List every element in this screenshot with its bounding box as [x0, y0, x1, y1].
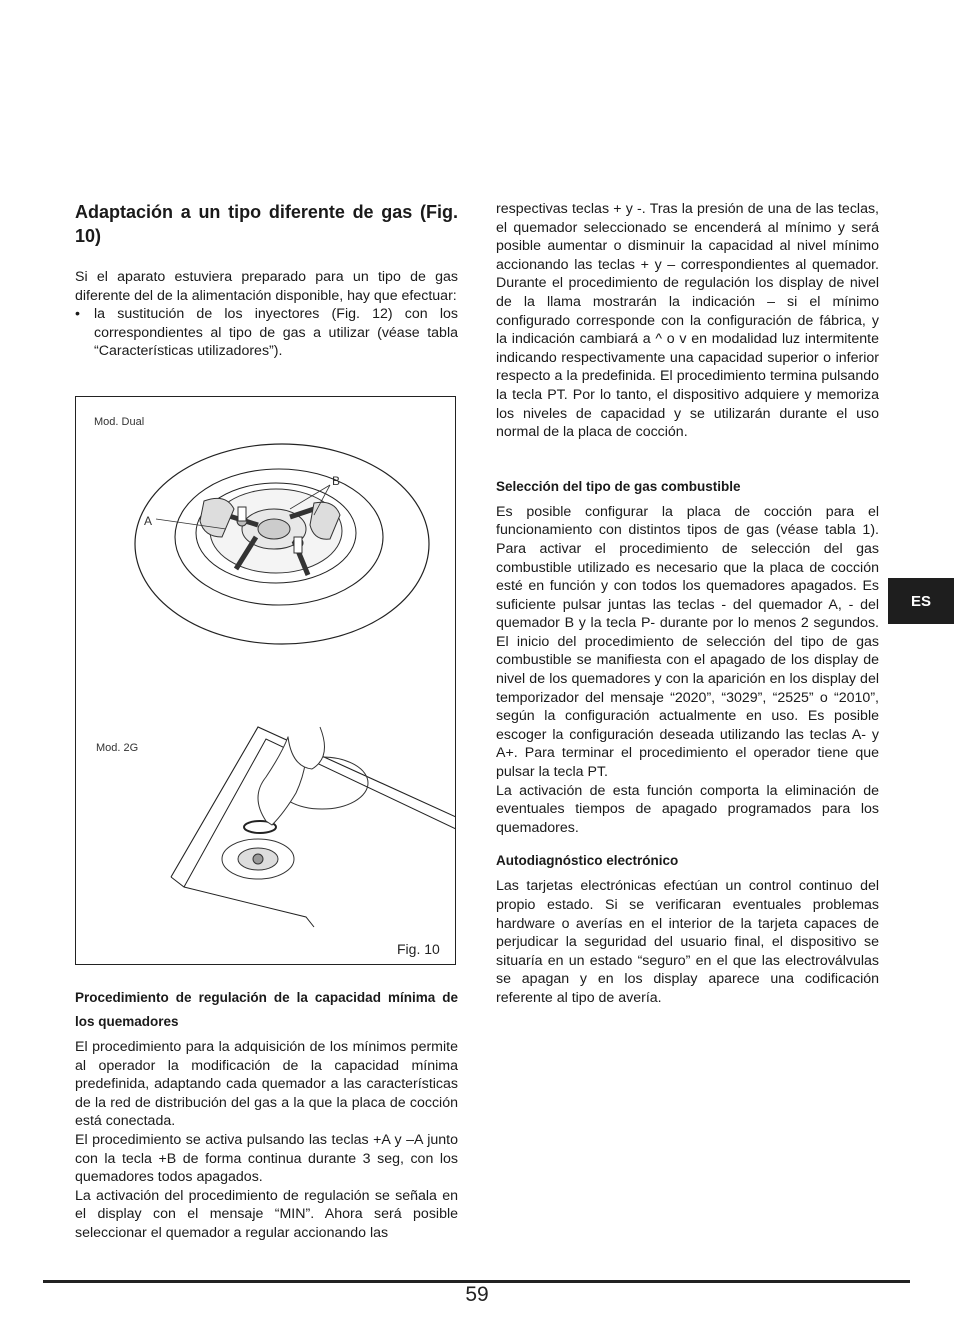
paragraph: La activación del procedimiento de regulación se señala en el display con el mensaje “MIN”. Ahora será posible seleccionar el quemador a regular accionando las	[75, 1187, 458, 1241]
paragraph: El procedimiento para la adquisición de los mínimos permite al operador la modificación de la capacidad mínima predefinida, adaptando cada quemador a las características de la red de distribución del gas a la que la placa de cocción está conectada.	[75, 1039, 458, 1130]
language-tab: ES	[888, 578, 954, 624]
section-title-gas-selection: Selección del tipo de gas combustible	[496, 478, 741, 494]
section-heading: Adaptación a un tipo diferente de gas (Fig. 10)	[75, 202, 458, 246]
figure-10	[75, 396, 456, 965]
burner-illustration	[76, 397, 455, 964]
figure-label-mod-2g: Mod. 2G	[96, 742, 139, 754]
figure-callout-b: B	[332, 474, 341, 488]
section-title-self-diagnosis: Autodiagnóstico electrónico	[496, 853, 679, 869]
section-title-min-capacity: Procedimiento de regulación de la capacidad mínima de los quemadores	[75, 990, 458, 1029]
left-column-lower	[75, 986, 458, 1243]
right-column	[496, 200, 879, 1008]
intro-paragraph: Si el aparato estuviera preparado para un tipo de gas diferente del de la alimentación disponible, hay que efectuar:	[75, 269, 458, 304]
paragraph: La activación de esta función comporta la eliminación de eventuales tiempos de apagado programados para los quemadores.	[496, 782, 879, 836]
figure-caption: Fig. 10	[397, 941, 440, 957]
paragraph: respectivas teclas + y -. Tras la presión de una de las teclas, el quemador seleccionado se encenderá al mínimo y será posible aumentar o disminuir la capacidad al nivel mínimo accionando las teclas + y – correspondientes al quemador. Durante el procedimiento de regulación los display de nivel de la llama mostrarán la indicación – si el mínimo configurado corresponde con la configuración de fábrica, y la indicación cambiará a ^ o v en modalidad luz intermitente indicando respectivamente una capacidad superior o inferior respecto a la predefinida. El procedimiento termina pulsando la tecla PT. Por lo tanto, el dispositivo adquiere y memoriza los niveles de capacidad y se utilizarán durante el uso normal de la placa de cocción.	[496, 201, 879, 441]
bullet-list	[75, 305, 458, 361]
list-item: • la sustitución de los inyectores (Fig. 12) con los correspondientes al tipo de gas a utilizar (véase tabla “Características utilizadores”).	[75, 305, 458, 361]
paragraph: Las tarjetas electrónicas efectúan un control continuo del propio estado. Si se verificaran eventuales problemas hardware o averías en el interior de la tarjeta capaces de perjudicar la seguridad del usuario final, el dispositivo se situaría en un estado “seguro” en el que las electroválvulas se apagan y en los display aparece una codificación referente al tipo de avería.	[496, 878, 879, 1006]
page-number: 59	[465, 1283, 489, 1306]
paragraph: Es posible configurar la placa de cocción para el funcionamiento con distintos tipos de gas (véase tabla 1). Para activar el procedimiento de selección del gas combustible utilizado es necesario que la placa de cocción esté en función y con todos los quemadores apagados. Es suficiente pulsar juntas las teclas - del quemador A, - del quemador B y la tecla P- durante por lo menos 2 segundos. El inicio del procedimiento de selección del tipo de gas combustible se manifiesta con el apagado de los display de nivel de los quemadores y con la aparición en los display del temporizador del mensaje “2020”, “3029”, “2525” o “2010”, según la configuración actualmente en uso. Es posible escoger la configuración deseada utilizando las teclas A- y A+. Para terminar el procedimiento el operador tiene que pulsar la tecla PT.	[496, 503, 879, 781]
figure-label-mod-dual: Mod. Dual	[94, 416, 145, 428]
figure-callout-a: A	[144, 514, 153, 528]
left-column	[75, 200, 458, 361]
paragraph: El procedimiento se activa pulsando las teclas +A y –A junto con la tecla +B de forma continua durante 3 seg, con los quemadores todos apagados.	[75, 1131, 458, 1186]
